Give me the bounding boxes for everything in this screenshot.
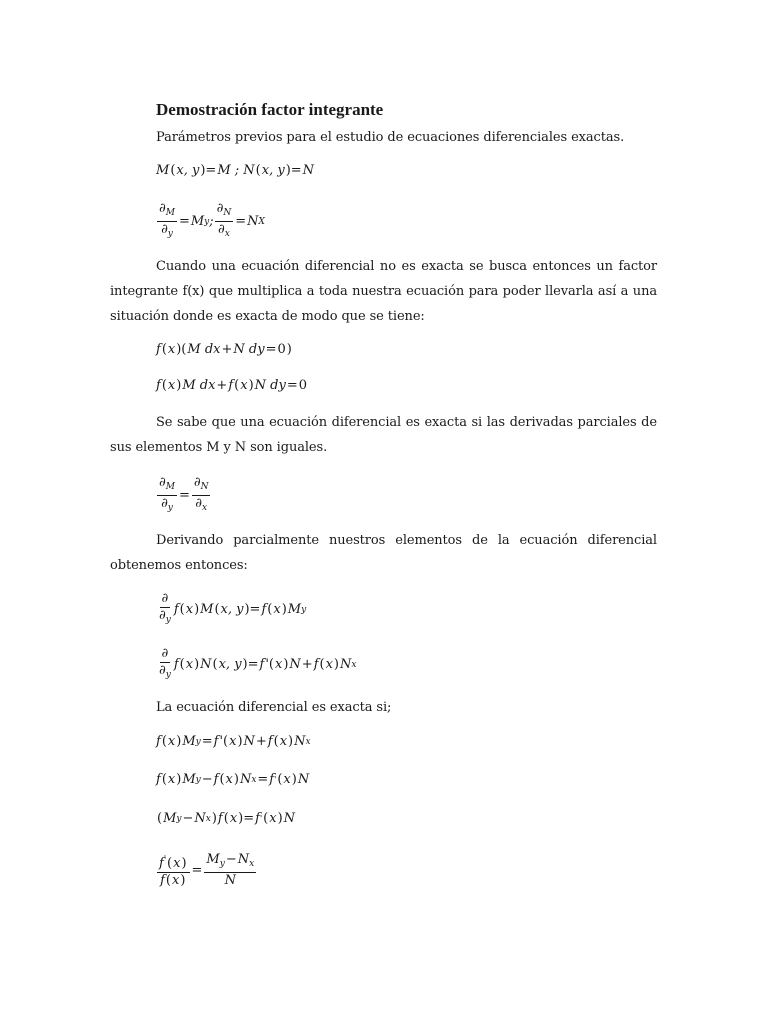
equation-step-2: f ( x ) M y − f ( x ) N x = f ' ( x ) N <box>156 772 310 787</box>
paragraph-derivation: Derivando parcialmente nuestros elementos de la ecuación diferencial obtenemos entonces: <box>110 533 657 573</box>
equation-exactness: $\frac{\partial_M}{\partial_y}$ = $\frac{\partial_N}{\partial_x}$ <box>159 475 209 513</box>
equation-multiplied: f ( x )( M dx + N dy = 0 ) <box>156 342 292 357</box>
equation-partial-derivatives: $\frac{\partial_M}{\partial_y}$ = M y ; $\frac{\partial_N}{\partial_x}$ = N X <box>159 201 265 239</box>
document-title: Demostración factor integrante <box>156 100 384 119</box>
equation-derivative-n: $\frac{\partial}{\partial_y}$ f ( x ) N ( x, y )= f '( x ) N + f ( x ) N x <box>159 646 357 680</box>
paragraph-exact-if: La ecuación diferencial es exacta si; <box>156 700 392 715</box>
equation-final: $\frac{f'(x)}{f(x)}$ = $\frac{M_y-N_x}{N}$ <box>159 851 255 888</box>
paragraph-exactness-condition: Se sabe que una ecuación diferencial es exacta si las derivadas parciales de sus elementos M y N son iguales. <box>110 415 657 455</box>
equation-expanded: f ( x ) M dx + f ( x ) N dy = 0 <box>156 378 308 393</box>
paragraph-integrating-factor: Cuando una ecuación diferencial no es exacta se busca entonces un factor integrante f(x) que multiplica a toda nuestra ecuación para poder llevarla así a una situación donde es exacta de modo que se tiene: <box>110 259 657 324</box>
paragraph-intro: Parámetros previos para el estudio de ecuaciones diferenciales exactas. <box>156 130 625 145</box>
equation-derivative-m: $\frac{\partial}{\partial_y}$ f ( x ) M ( x, y )= f ( x ) M y <box>159 591 307 625</box>
equation-definitions: M ( x, y )= M ; N ( x, y )= N <box>156 163 315 178</box>
equation-step-3: ( M y − N x ) f ( x )= f ' ( x ) N <box>157 811 296 826</box>
equation-step-1: f ( x ) M y = f '( x ) N + f ( x ) N x <box>156 734 311 749</box>
